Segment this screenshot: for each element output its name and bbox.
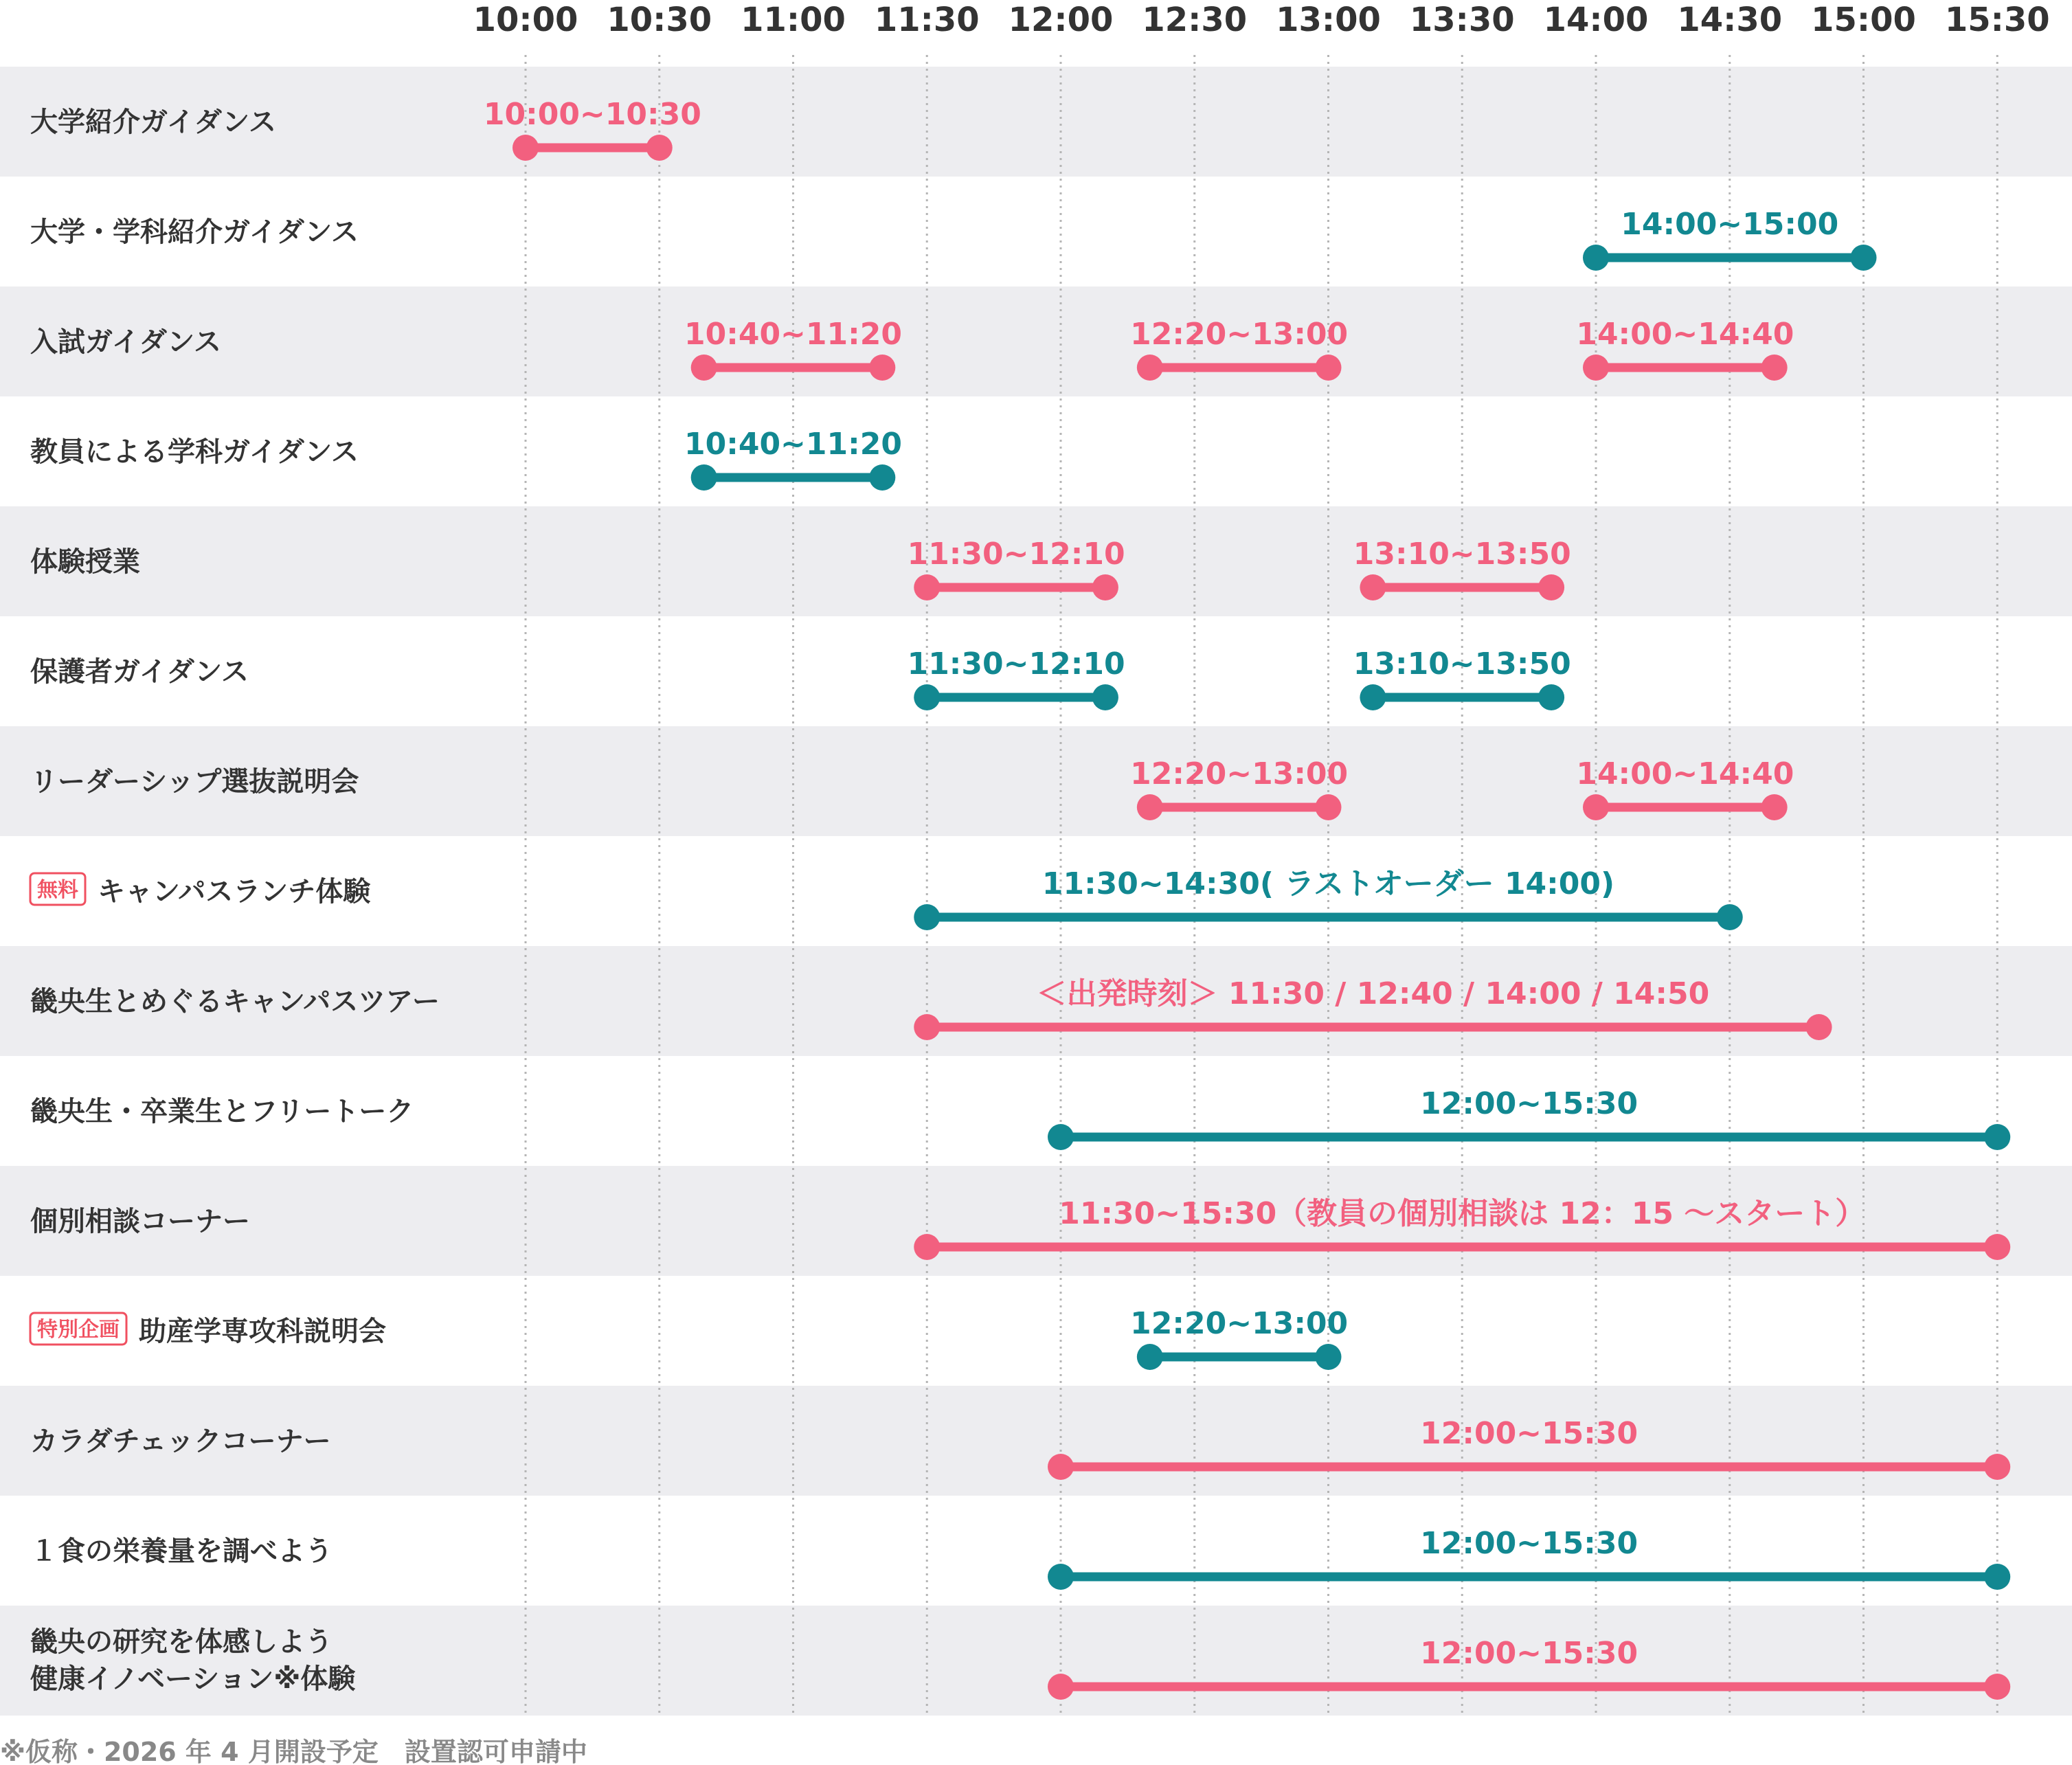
bar-end-dot (869, 355, 895, 381)
bar-end-dot (1984, 1674, 2010, 1700)
bar-end-dot (1538, 574, 1564, 600)
bar-end-dot (1538, 684, 1564, 710)
time-range-label: 12:20~13:00 (1130, 756, 1349, 791)
footnote: ※仮称・2026 年 4 月開設予定 設置認可申請中 (0, 1737, 587, 1765)
time-tick-label: 10:00 (473, 1, 578, 39)
row-label: １食の栄養量を調べよう (30, 1536, 333, 1567)
bar-end-dot (869, 464, 895, 491)
tag-badge-text: 無料 (37, 878, 78, 902)
time-range-label: 12:00~15:30 (1420, 1636, 1639, 1671)
bar-start-dot (914, 684, 940, 710)
time-range-label: ＜出発時刻＞ 11:30 / 12:40 / 14:00 / 14:50 (1036, 976, 1710, 1011)
bar-end-dot (1316, 1344, 1342, 1370)
row-label: 入試ガイダンス (30, 326, 221, 358)
time-range-label: 10:40~11:20 (684, 427, 902, 462)
time-tick-label: 14:00 (1543, 1, 1649, 39)
bar-start-dot (1137, 355, 1163, 381)
bar-start-dot (691, 355, 717, 381)
row-label: 教員による学科ガイダンス (30, 436, 359, 468)
row-label: キャンパスランチ体験 (98, 876, 371, 908)
bar-end-dot (1316, 794, 1342, 820)
bar-start-dot (691, 464, 717, 491)
time-tick-label: 15:30 (1944, 1, 2050, 39)
bar-start-dot (914, 574, 940, 600)
time-tick-label: 13:00 (1276, 1, 1381, 39)
row-label: 畿央生・卒業生とフリートーク (30, 1096, 414, 1127)
time-tick-label: 11:30 (874, 1, 980, 39)
time-tick-label: 14:30 (1677, 1, 1783, 39)
time-range-label: 14:00~14:40 (1576, 756, 1794, 791)
bar-end-dot (1851, 245, 1877, 271)
time-range-label: 12:20~13:00 (1130, 1306, 1349, 1341)
time-range-label: 10:40~11:20 (684, 317, 902, 352)
bar-start-dot (1360, 574, 1386, 600)
bar-end-dot (1316, 355, 1342, 381)
bar-end-dot (1761, 794, 1788, 820)
bar-end-dot (1984, 1234, 2010, 1260)
bar-start-dot (1137, 794, 1163, 820)
row-label: 畿央の研究を体感しよう健康イノベーション※体験 (30, 1626, 356, 1695)
time-range-label: 12:00~15:30 (1420, 1526, 1639, 1561)
row-band (0, 1606, 2072, 1716)
time-range-label: 11:30~12:10 (907, 537, 1125, 572)
time-range-label: 10:00~10:30 (483, 97, 701, 132)
bar-start-dot (1583, 245, 1609, 271)
row-band (0, 67, 2072, 177)
row-label: 大学・学科紹介ガイダンス (30, 216, 359, 248)
bar-end-dot (1984, 1124, 2010, 1150)
time-range-label: 14:00~15:00 (1621, 207, 1839, 242)
row-label: 助産学専攻科説明会 (139, 1316, 386, 1347)
time-range-label: 11:30~12:10 (907, 647, 1125, 682)
bar-end-dot (646, 135, 673, 161)
row-label: 保護者ガイダンス (30, 656, 249, 688)
time-tick-label: 11:00 (741, 1, 846, 39)
bar-start-dot (1360, 684, 1386, 710)
bar-start-dot (1583, 355, 1609, 381)
bar-start-dot (1583, 794, 1609, 820)
time-range-label: 13:10~13:50 (1353, 537, 1571, 572)
time-range-label: 11:30~15:30（教員の個別相談は 12：15 ～スタート） (1059, 1196, 1866, 1231)
row-label: 体験授業 (30, 546, 140, 578)
bar-start-dot (1048, 1674, 1074, 1700)
bar-end-dot (1092, 684, 1118, 710)
row-label: 畿央生とめぐるキャンパスツアー (30, 986, 440, 1018)
tag-badge-text: 特別企画 (37, 1318, 120, 1342)
time-axis (473, 1, 2050, 39)
time-tick-label: 13:30 (1409, 1, 1515, 39)
time-tick-label: 12:30 (1142, 1, 1248, 39)
bar-start-dot (914, 1234, 940, 1260)
time-range-label: 12:20~13:00 (1130, 317, 1349, 352)
bar-end-dot (1984, 1454, 2010, 1480)
row-label: カラダチェックコーナー (30, 1426, 331, 1457)
row-label: リーダーシップ選抜説明会 (30, 766, 359, 798)
bar-start-dot (1137, 1344, 1163, 1370)
bar-end-dot (1761, 355, 1788, 381)
bar-start-dot (1048, 1564, 1074, 1590)
bar-end-dot (1717, 904, 1743, 930)
bar-start-dot (914, 1014, 940, 1040)
bar-end-dot (1092, 574, 1118, 600)
bar-start-dot (513, 135, 539, 161)
row-label: 個別相談コーナー (30, 1206, 250, 1237)
time-range-label: 12:00~15:30 (1420, 1416, 1639, 1451)
row-label: 大学紹介ガイダンス (30, 106, 276, 138)
bar-start-dot (914, 904, 940, 930)
bar-start-dot (1048, 1124, 1074, 1150)
time-tick-label: 12:00 (1008, 1, 1114, 39)
bar-end-dot (1806, 1014, 1832, 1040)
time-range-label: 11:30~14:30( ラストオーダー 14:00) (1041, 866, 1615, 901)
time-range-label: 13:10~13:50 (1353, 647, 1571, 682)
time-tick-label: 10:30 (607, 1, 712, 39)
time-range-label: 12:00~15:30 (1420, 1086, 1639, 1121)
bar-end-dot (1984, 1564, 2010, 1590)
time-tick-label: 15:00 (1811, 1, 1916, 39)
time-range-label: 14:00~14:40 (1576, 317, 1794, 352)
bar-start-dot (1048, 1454, 1074, 1480)
